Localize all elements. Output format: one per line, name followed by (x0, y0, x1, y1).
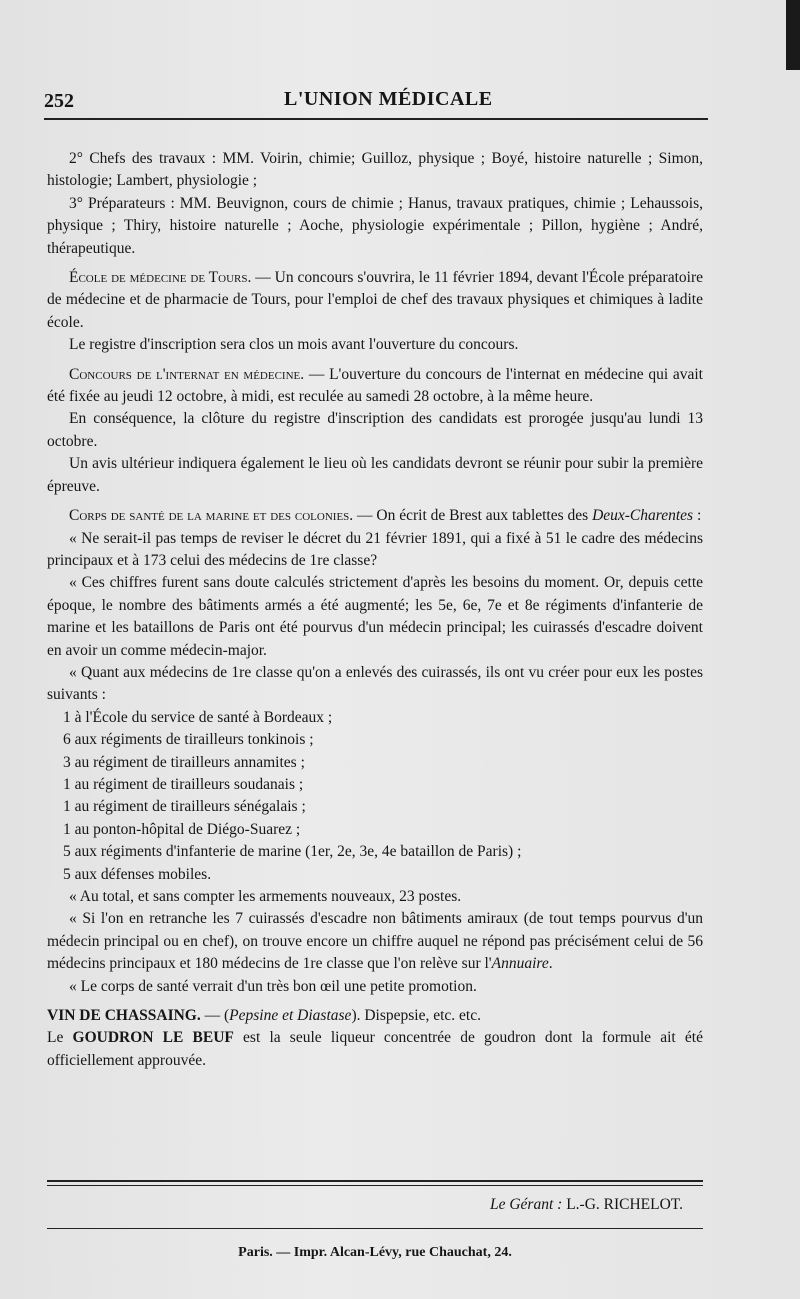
running-title: L'UNION MÉDICALE (284, 88, 493, 110)
list-item: 1 au ponton-hôpital de Diégo-Suarez ; (63, 820, 301, 838)
marine-paragraph: Corps de santé de la marine et des colonies. — On écrit de Brest aux tablettes des Deux-Charentes : (69, 507, 702, 525)
list-item: 5 aux défenses mobiles. (63, 865, 212, 883)
marine-postes: « Quant aux médecins de 1re classe qu'on a enlevés des cuirassés, ils ont vu créer pour eux les postes suivants : (47, 663, 703, 704)
list-item: 1 au régiment de tirailleurs soudanais ; (63, 775, 304, 793)
marine-promotion: « Le corps de santé verrait d'un très bon œil une petite promotion. (69, 977, 477, 995)
ad-vin-chassaing: VIN DE CHASSAING. — (Pepsine et Diastase). Dispepsie, etc. etc. (47, 1007, 481, 1025)
tours-paragraph (47, 267, 703, 334)
page-header (44, 84, 710, 124)
gerant-name: L.-G. RICHELOT. (562, 1196, 683, 1213)
list-item: 1 au régiment de tirailleurs sénégalais ; (63, 798, 306, 816)
ad-goudron-title: GOUDRON LE BEUF (72, 1029, 234, 1047)
tours-heading: École de médecine de Tours. (69, 269, 252, 287)
list-item: 1 à l'École du service de santé à Bordeaux ; (63, 708, 333, 726)
internat-paragraph (47, 364, 703, 409)
annuaire-title: Annuaire (491, 955, 549, 973)
internat-cloture: En conséquence, la clôture du registre d'inscription des candidats est prorogée jusqu'au lundi 13 octobre. (47, 410, 703, 450)
marine-decret: « Ne serait-il pas temps de reviser le décret du 21 février 1891, qui a fixé à 51 le cadre des médecins principaux et à 173 celui des médecins de 1re classe? (47, 529, 703, 569)
tours-registre: Le registre d'inscription sera clos un mois avant l'ouverture du concours. (69, 336, 519, 354)
marine-retranche: « Si l'on en retranche les 7 cuirassés d'escadre non bâtiments amiraux (de tout temps pourvus d'un médecin principal ou en chef), on trouve encore un chiffre auquel ne répond pas précisément celui de 56 médecins principaux et 180 médecins de 1re classe que l'on relève sur l'Annuaire. (47, 910, 703, 973)
footer-rule (47, 1228, 703, 1229)
header-rule (44, 118, 708, 120)
page-footer (47, 1180, 703, 1261)
list-item: 3 au régiment de tirailleurs annamites ; (63, 753, 305, 771)
footer-double-rule (47, 1180, 703, 1186)
marine-chiffres: « Ces chiffres furent sans doute calculés strictement d'après les besoins du moment. Or, depuis cette époque, le nombre des bâtiments armés a été augmenté; les 5e, 6e, 7e et 8e régiments d'infanterie de marine et les bataillons de Paris ont été pourvus d'un médecin principal; les cuirassés d'escadre doivent en avoir un comme médecin-major. (47, 574, 703, 659)
preparateurs-paragraph: 3° Préparateurs : MM. Beuvignon, cours de chimie ; Hanus, travaux pratiques, chimie ; Lehaussois, physique ; Thiry, histoire naturelle ; Aoche, physiologie expérimentale ; Pillon, hygiène ; André, thérapeutique. (47, 194, 703, 257)
internat-text: — L'ouverture du concours de l'internat en médecine qui avait été fixée au jeudi 12 octobre, à midi, est reculée au samedi 28 octobre, à la même heure. (47, 365, 703, 406)
article-body (47, 148, 703, 1072)
chefs-paragraph: 2° Chefs des travaux : MM. Voirin, chimie; Guilloz, physique ; Boyé, histoire naturelle ; Simon, histologie; Lambert, physiologie ; (47, 150, 703, 190)
journal-name: Deux-Charentes (592, 507, 694, 525)
marine-total: « Au total, et sans compter les armements nouveaux, 23 postes. (69, 888, 462, 905)
tours-text: — Un concours s'ouvrira, le 11 février 1894, devant l'École préparatoire de médecine et de pharmacie de Tours, pour l'emploi de chef des travaux physiques et chimiques à ladite école. (47, 269, 703, 331)
printer-imprint: Paris. — Impr. Alcan-Lévy, rue Chauchat, 24. (238, 1245, 512, 1260)
internat-avis: Un avis ultérieur indiquera également le lieu où les candidats devront se réunir pour subir la première épreuve. (47, 455, 703, 495)
ad-goudron: Le GOUDRON LE BEUF est la seule liqueur concentrée de goudron dont la formule ait été officiellement approuvée. (47, 1029, 703, 1069)
marine-heading: Corps de santé de la marine et des colonies. (69, 507, 354, 525)
list-item: 6 aux régiments de tirailleurs tonkinois ; (63, 731, 314, 749)
page-number: 252 (44, 90, 74, 112)
page-edge-shadow (786, 0, 800, 70)
list-item: 5 aux régiments d'infanterie de marine (1er, 2e, 3e, 4e bataillon de Paris) ; (63, 843, 522, 861)
internat-heading: Concours de l'internat en médecine. (69, 365, 305, 383)
postes-list (47, 707, 703, 886)
ad-vin-title: VIN DE CHASSAING. (47, 1007, 201, 1025)
gerant-line: Le Gérant : L.-G. RICHELOT. (489, 1196, 683, 1213)
